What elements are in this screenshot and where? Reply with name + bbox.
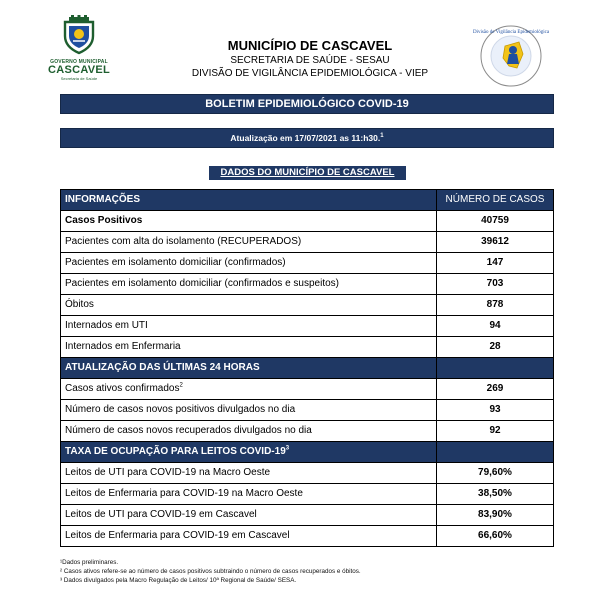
table-row xyxy=(61,337,554,358)
covid-data-table xyxy=(60,189,554,547)
row-value: 94 xyxy=(437,316,554,337)
footnote-3: ³ Dados divulgados pela Macro Regulação de Leitos/ 10ª Regional de Saúde/ SESA. xyxy=(60,577,297,584)
cascavel-logo xyxy=(40,14,118,80)
table-header-row xyxy=(61,190,554,211)
table-row xyxy=(61,211,554,232)
table-row xyxy=(61,526,554,547)
section-title: DADOS DO MUNICÍPIO DE CASCAVEL xyxy=(209,166,406,180)
row-value: 79,60% xyxy=(437,463,554,484)
viep-logo-text: Divisão de Vigilância Epidemiológica xyxy=(472,30,550,35)
row-value: 147 xyxy=(437,253,554,274)
footnotes xyxy=(60,558,554,585)
row-value: 703 xyxy=(437,274,554,295)
table-row xyxy=(61,379,554,400)
table-row xyxy=(61,274,554,295)
row-label: Internados em Enfermaria xyxy=(61,337,437,358)
footnote-2: ² Casos ativos refere-se ao número de casos positivos subtraindo o número de casos recuperados e óbitos. xyxy=(60,568,361,575)
row-label: Leitos de Enfermaria para COVID-19 em Cascavel xyxy=(61,526,437,547)
logo-line1: GOVERNO MUNICIPAL xyxy=(50,59,108,65)
update-line xyxy=(60,128,554,148)
section-ocupacao-label xyxy=(61,442,437,463)
row-value: 83,90% xyxy=(437,505,554,526)
row-value: 40759 xyxy=(437,211,554,232)
table-row xyxy=(61,484,554,505)
section-24h-label: ATUALIZAÇÃO DAS ÚLTIMAS 24 HORAS xyxy=(61,358,437,379)
row-label-text: Casos ativos confirmados xyxy=(65,383,180,394)
footnote-1: ¹Dados preliminares. xyxy=(60,559,119,566)
row-value: 92 xyxy=(437,421,554,442)
viep-logo xyxy=(472,24,550,88)
viep-seal-icon xyxy=(472,24,550,88)
table-row xyxy=(61,232,554,253)
header-informacoes: INFORMAÇÕES xyxy=(61,190,437,211)
row-label xyxy=(61,379,437,400)
table-row xyxy=(61,400,554,421)
section-header-ocupacao xyxy=(61,442,554,463)
row-value: 269 xyxy=(437,379,554,400)
bulletin-title: BOLETIM EPIDEMIOLÓGICO COVID-19 xyxy=(60,94,554,114)
table-row xyxy=(61,316,554,337)
row-label: Leitos de UTI para COVID-19 em Cascavel xyxy=(61,505,437,526)
row-value: 93 xyxy=(437,400,554,421)
table-row xyxy=(61,421,554,442)
row-value: 66,60% xyxy=(437,526,554,547)
row-label: Óbitos xyxy=(61,295,437,316)
logo-name: CASCAVEL xyxy=(47,64,111,76)
row-label: Pacientes em isolamento domiciliar (confirmados) xyxy=(61,253,437,274)
table-row xyxy=(61,295,554,316)
row-label: Número de casos novos recuperados divulgados no dia xyxy=(61,421,437,442)
row-label: Pacientes com alta do isolamento (RECUPERADOS) xyxy=(61,232,437,253)
row-value: 38,50% xyxy=(437,484,554,505)
footnote-mark: 2 xyxy=(179,382,183,389)
section-ocupacao-text: TAXA DE OCUPAÇÃO PARA LEITOS COVID-19 xyxy=(65,446,286,457)
row-value: 28 xyxy=(437,337,554,358)
table-row xyxy=(61,505,554,526)
header-title: MUNICÍPIO DE CASCAVEL xyxy=(227,38,393,53)
document-header xyxy=(150,38,470,80)
row-label: Pacientes em isolamento domiciliar (confirmados e suspeitos) xyxy=(61,274,437,295)
table-row xyxy=(61,253,554,274)
table-row xyxy=(61,463,554,484)
header-numero-de-casos: NÚMERO DE CASOS xyxy=(437,190,554,211)
update-footnote-mark: 1 xyxy=(380,133,384,140)
header-line2: SECRETARIA DE SAÚDE - SESAU xyxy=(230,55,390,66)
bulletin-banner xyxy=(60,94,554,146)
row-label: Internados em UTI xyxy=(61,316,437,337)
header-line3: DIVISÃO DE VIGILÂNCIA EPIDEMIOLÓGICA - VIEP xyxy=(191,68,429,79)
row-value: 39612 xyxy=(437,232,554,253)
row-label: Número de casos novos positivos divulgados no dia xyxy=(61,400,437,421)
logo-line3: Secretaria de Saúde xyxy=(60,76,98,81)
row-label: Casos Positivos xyxy=(61,211,437,232)
row-label: Leitos de UTI para COVID-19 na Macro Oeste xyxy=(61,463,437,484)
crest-icon xyxy=(59,14,99,54)
section-header-24h xyxy=(61,358,554,379)
row-value: 878 xyxy=(437,295,554,316)
update-text: Atualização em 17/07/2021 as 11:h30. xyxy=(230,133,381,143)
row-label: Leitos de Enfermaria para COVID-19 na Macro Oeste xyxy=(61,484,437,505)
footnote-mark: 3 xyxy=(285,445,290,452)
